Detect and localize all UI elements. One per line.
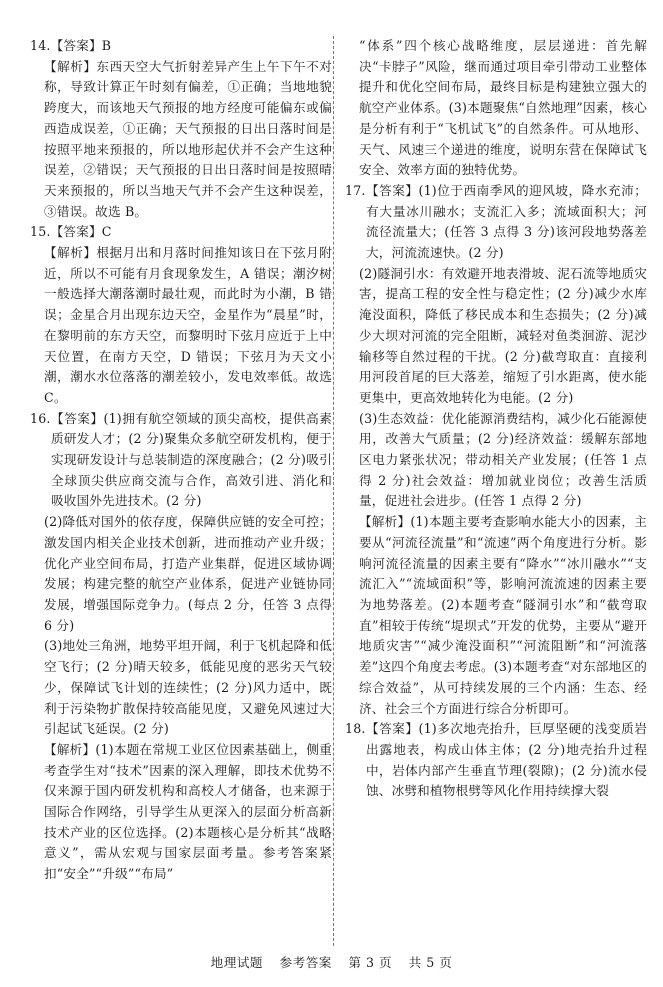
paragraph: (2)隧洞引水：有效避开地表滑坡、泥石流等地质灾害，提高工程的安全性与稳定性；(2 分)减少水库淹没面积，降低了移民成本和生态损失；(2 分)减少大坝对河流的完全阻断，减轻对鱼类洄游、泥沙输移等自然过程的干扰。(2 分)截弯取直：直接利用河段首尾的巨大落差，缩短了引水距离，使水能更集中，更高效地转化为电能。(2 分) bbox=[359, 265, 647, 405]
paragraph: 【解析】(1)本题在常规工业区位因素基础上，侧重考查学生对“技术”因素的深入理解，即技术优势不仅来源于国内研发机构和高校人才储备，也来源于国际合作网络，引导学生从更深入的层面分析高新技术产业的区位选择。(2)本题核心是分析其“战略意义”，需从宏观与国家层面考量。参考答案紧扣“安全”“升级”“布局” bbox=[44, 741, 332, 882]
paragraph: (3)地处三角洲，地势平坦开阔，利于飞机起降和低空飞行；(2 分)晴天较多，低能见度的恶劣天气较少，保障试飞计划的连续性；(2 分)风力适中，既利于污染物扩散保持较高能见度，又避免风速过大引起试飞延误。(2 分) bbox=[44, 638, 332, 737]
paragraph: 17.【答案】(1)位于西南季风的迎风坡，降水充沛；有大量冰川融水；支流汇入多；流域面积大；河流径流量大；(任答 3 点得 3 分)该河段地势落差大，河流流速快。(2 分) bbox=[345, 182, 647, 261]
right-column bbox=[345, 36, 647, 802]
paragraph: 14.【答案】B bbox=[30, 38, 112, 53]
paragraph: “体系”四个核心战略维度，层层递进：首先解决“卡脖子”风险，继而通过项目牵引带动工业整体提升和优化空间布局，最终目标是构建独立强大的航空产业体系。(3)本题聚焦“自然地理”因素，核心是分析有利于“飞机试飞”的自然条件。可从地形、天气、风速三个递进的维度，说明东营在保障试飞安全、效率方面的独特优势。 bbox=[359, 38, 647, 178]
footer-subject: 地理试题 bbox=[210, 955, 263, 970]
paragraph: (2)降低对国外的依存度，保障供应链的安全可控；激发国内相关企业技术创新，进而推动产业升级；优化产业空间布局，打造产业集群，促进区域协调发展；构建完整的航空产业体系，促进产业链协同发展，增强国际竞争力。(每点 2 分，任答 3 点得 6 分) bbox=[44, 514, 332, 633]
page-footer bbox=[0, 952, 663, 971]
paragraph: 【解析】东西天空大气折射差异产生上午下午不对称，导致计算正午时刻有偏差，①正确；当地地貌跨度大，而该地天气预报的地方经度可能偏东或偏西造成误差，①正确；天气预报的日出日落时间是按照平地来预报的，所以地形起伏并不会产生这种误差，②错误；天气预报的日出日落时间是按照晴天来预报的，所以当地天气并不会产生这种误差，③错误。故选 B。 bbox=[44, 58, 332, 219]
paragraph: 18.【答案】(1)多次地壳抬升，巨厚坚硬的浅变质岩出露地表，构成山体主体；(2 分)地壳抬升过程中，岩体内部产生垂直节理(裂隙)；(2 分)流水侵蚀、冰劈和植物根劈等风化作用持续撑大裂 bbox=[345, 721, 647, 799]
left-column bbox=[30, 36, 332, 885]
paragraph: (3)生态效益：优化能源消费结构，减少化石能源使用，改善大气质量；(2 分)经济效益：缓解东部地区电力紧张状况；带动相关产业发展；(任答 1 点得 2 分)社会效益：增加就业岗位；改善生活质量，促进社会进步。(任答 1 点得 2 分) bbox=[359, 410, 647, 509]
paragraph: 15.【答案】C bbox=[30, 224, 112, 240]
paragraph: 16.【答案】(1)拥有航空领域的顶尖高校，提供高素质研发人才；(2 分)聚集众多航空研发机构，便于实现研发设计与总装制造的深度融合；(2 分)吸引全球顶尖供应商交流与合作，高效引进、消化和吸收国外先进技术。(2 分) bbox=[30, 410, 332, 509]
paragraph: 【解析】根据月出和月落时间推知该日在下弦月附近，所以不可能有月食现象发生，A 错误；潮汐树一般选择大潮落潮时最壮观，而此时为小潮，B 错误；金星合月出现东边天空，金星作为“晨星”时，在黎明前的东方天空，而黎明时下弦月应近于上中天位置，在南方天空，D 错误；下弦月为天文小潮，潮水水位落落的潮差较小，发电效率低。故选 C。 bbox=[44, 245, 332, 405]
footer-page-number: 第 3 页 bbox=[348, 955, 393, 970]
column-divider bbox=[333, 36, 334, 946]
footer-answer-label: 参考答案 bbox=[279, 955, 332, 970]
paragraph: 【解析】(1)本题主要考查影响水能大小的因素，主要从“河流径流量”和“流速”两个角度进行分析。影响河流径流量的因素主要有“降水”“冰川融水”“支流汇入”“流域面积”等，影响河流流速的因素主要为地势落差。(2)本题考查“隧洞引水”和“截弯取直”相较于传统“堤坝式”开发的优势，主要从“避开地质灾害”“减少淹没面积”“河流阻断”和“河流落差”这四个角度去考虑。(3)本题考查“对东部地区的综合效益”，从可持续发展的三个内涵：生态、经济、社会三个方面进行综合分析即可。 bbox=[359, 514, 647, 716]
footer-total-pages: 共 5 页 bbox=[408, 955, 453, 970]
